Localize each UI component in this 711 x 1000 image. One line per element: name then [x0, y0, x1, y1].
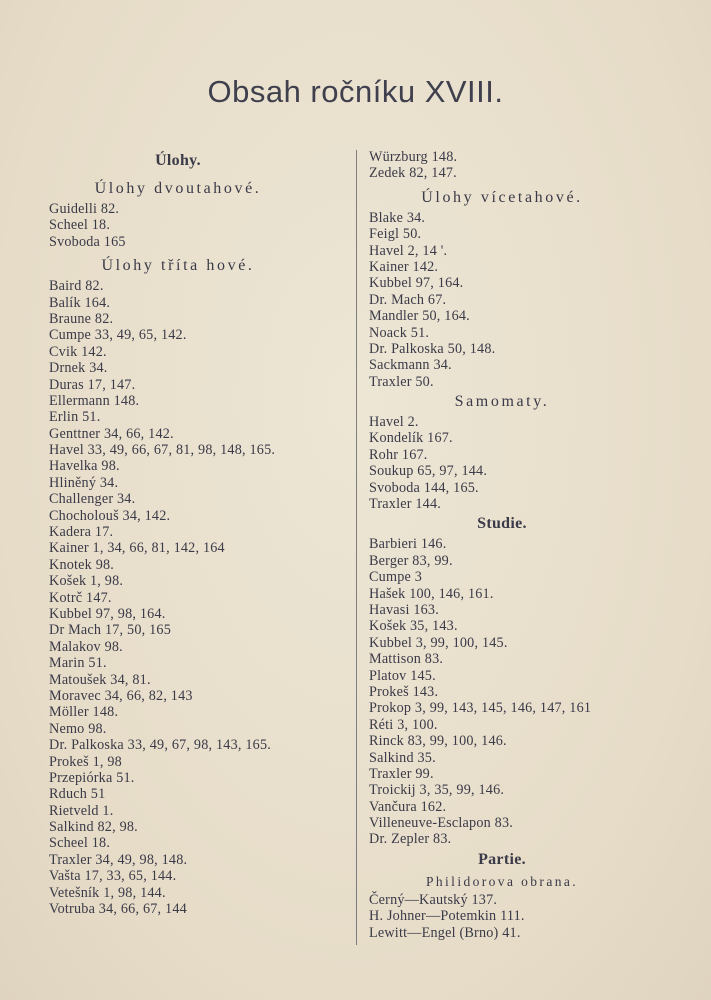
index-entry: Ellermann 148. [49, 392, 140, 409]
index-entry: Dr Mach 17, 50, 165 [49, 622, 172, 639]
index-entry: Košek 1, 98. [49, 573, 124, 590]
index-entry: Dr. Mach 67. [369, 291, 447, 308]
heading-studie: Studie. [477, 515, 527, 533]
index-entry: Villeneuve-Esclapon 83. [369, 815, 514, 832]
index-entry: Vašta 17, 33, 65, 144. [49, 868, 177, 885]
index-entry: Kondelík 167. [369, 430, 453, 447]
index-entry: Salkind 35. [369, 749, 436, 766]
index-entry: Havasi 163. [369, 601, 439, 618]
index-entry: Malakov 98. [49, 638, 123, 655]
index-entry: Genttner 34, 66, 142. [49, 425, 174, 442]
index-entry: Barbieri 146. [369, 536, 447, 553]
index-entry: Platov 145. [369, 667, 436, 684]
left-column [0, 149, 356, 917]
index-entry: Chocholouš 34, 142. [49, 507, 171, 524]
index-entry: Kotrč 147. [49, 589, 112, 606]
list-continued [357, 149, 657, 182]
index-entry: Przepiórka 51. [49, 769, 135, 786]
heading-partie: Partie. [478, 850, 526, 868]
index-entry: Svoboda 165 [49, 233, 126, 250]
index-entry: Havelka 98. [49, 458, 120, 475]
index-entry: Braune 82. [49, 310, 114, 327]
right-column [357, 149, 657, 941]
index-entry: Matoušek 34, 81. [49, 671, 151, 688]
index-entry: Kainer 1, 34, 66, 81, 142, 164 [49, 540, 225, 557]
index-entry: Marin 51. [49, 655, 107, 672]
index-entry: Kubbel 97, 164. [369, 275, 464, 292]
index-entry: Havel 2. [369, 414, 419, 431]
index-entry: Svoboda 144, 165. [369, 479, 479, 496]
index-entry: Salkind 82, 98. [49, 819, 138, 836]
list-samomaty [357, 414, 657, 512]
index-entry: Hašek 100, 146, 161. [369, 585, 494, 602]
index-entry: Dr. Palkoska 50, 148. [369, 340, 496, 357]
index-entry: Sackmann 34. [369, 357, 452, 374]
index-entry: Berger 83, 99. [369, 552, 453, 569]
heading-ulohy: Úlohy. [155, 152, 201, 169]
list-vicetahove [357, 210, 657, 390]
index-entry: Havel 33, 49, 66, 67, 81, 98, 148, 165. [49, 442, 276, 459]
index-entry: Cumpe 3 [369, 569, 423, 586]
index-entry: Traxler 50. [369, 373, 434, 390]
index-entry: Kadera 17. [49, 524, 114, 541]
index-entry: Dr. Palkoska 33, 49, 67, 98, 143, 165. [49, 737, 271, 754]
index-entry: Kubbel 97, 98, 164. [49, 605, 166, 622]
index-entry: Votruba 34, 66, 67, 144 [49, 901, 187, 918]
index-entry: Prokeš 1, 98 [49, 753, 122, 770]
index-entry: Réti 3, 100. [369, 716, 438, 733]
page-title: Obsah ročníku XVIII. [207, 74, 504, 109]
index-entry: Kubbel 3, 99, 100, 145. [369, 634, 508, 651]
index-entry: Nemo 98. [49, 720, 107, 737]
index-entry: Möller 148. [49, 704, 119, 721]
index-entry: Mandler 50, 164. [369, 308, 470, 325]
heading-vicetahove: Úlohy vícetahové. [421, 188, 583, 206]
index-entry: Rietveld 1. [49, 802, 114, 819]
index-entry: Vetešník 1, 98, 144. [49, 884, 166, 901]
index-entry: Kainer 142. [369, 258, 439, 275]
index-entry: Černý—Kautský 137. [369, 891, 498, 908]
index-entry: Prokop 3, 99, 143, 145, 146, 147, 161 [369, 700, 592, 717]
index-entry: Knotek 98. [49, 556, 115, 573]
index-entry: Blake 34. [369, 209, 426, 226]
index-entry: Hliněný 34. [49, 474, 119, 491]
index-entry: Feigl 50. [369, 226, 422, 243]
index-entry: Rohr 167. [369, 446, 428, 463]
index-entry: Troickij 3, 35, 99, 146. [369, 782, 505, 799]
index-entry: Cvik 142. [49, 343, 107, 360]
list-tritahove [0, 278, 356, 917]
index-entry: Noack 51. [369, 324, 430, 341]
index-entry: Baird 82. [49, 278, 104, 295]
index-entry: Guidelli 82. [49, 201, 120, 217]
index-entry: Havel 2, 14 '. [369, 242, 448, 259]
heading-samomaty: Samomaty. [454, 393, 550, 411]
subheading-philidorova-obrana: Philidorova obrana. [425, 873, 579, 889]
index-entry: Dr. Zepler 83. [369, 831, 452, 848]
index-entry: Erlin 51. [49, 409, 101, 426]
index-entry: H. Johner—Potemkin 111. [369, 908, 525, 925]
index-entry: Rduch 51 [49, 786, 106, 803]
index-entry: Soukup 65, 97, 144. [369, 463, 488, 480]
index-entry: Vančura 162. [369, 798, 447, 815]
index-entry: Mattison 83. [369, 651, 444, 668]
index-entry: Traxler 144. [369, 496, 442, 513]
index-entry: Scheel 18. [49, 835, 111, 852]
heading-dvoutahove: Úlohy dvoutahové. [94, 180, 262, 197]
index-entry: Duras 17, 147. [49, 376, 136, 393]
index-entry: Cumpe 33, 49, 65, 142. [49, 327, 187, 344]
index-entry: Traxler 99. [369, 765, 434, 782]
list-studie [357, 536, 657, 847]
index-entry: Lewitt—Engel (Brno) 41. [369, 924, 521, 941]
index-entry: Challenger 34. [49, 491, 136, 508]
index-entry: Balík 164. [49, 294, 111, 311]
index-entry: Traxler 34, 49, 98, 148. [49, 851, 188, 868]
heading-tritahove: Úlohy tříta hové. [101, 257, 255, 275]
index-entry: Würzburg 148. [369, 149, 458, 165]
index-entry: Scheel 18. [49, 217, 111, 234]
index-entry: Prokeš 143. [369, 683, 439, 700]
index-entry: Košek 35, 143. [369, 618, 458, 635]
index-entry: Drnek 34. [49, 360, 108, 377]
index-entry: Moravec 34, 66, 82, 143 [49, 687, 193, 704]
index-entry: Rinck 83, 99, 100, 146. [369, 733, 507, 750]
index-entry: Zedek 82, 147. [369, 165, 457, 182]
list-partie [357, 892, 657, 941]
list-dvoutahove [0, 201, 356, 250]
